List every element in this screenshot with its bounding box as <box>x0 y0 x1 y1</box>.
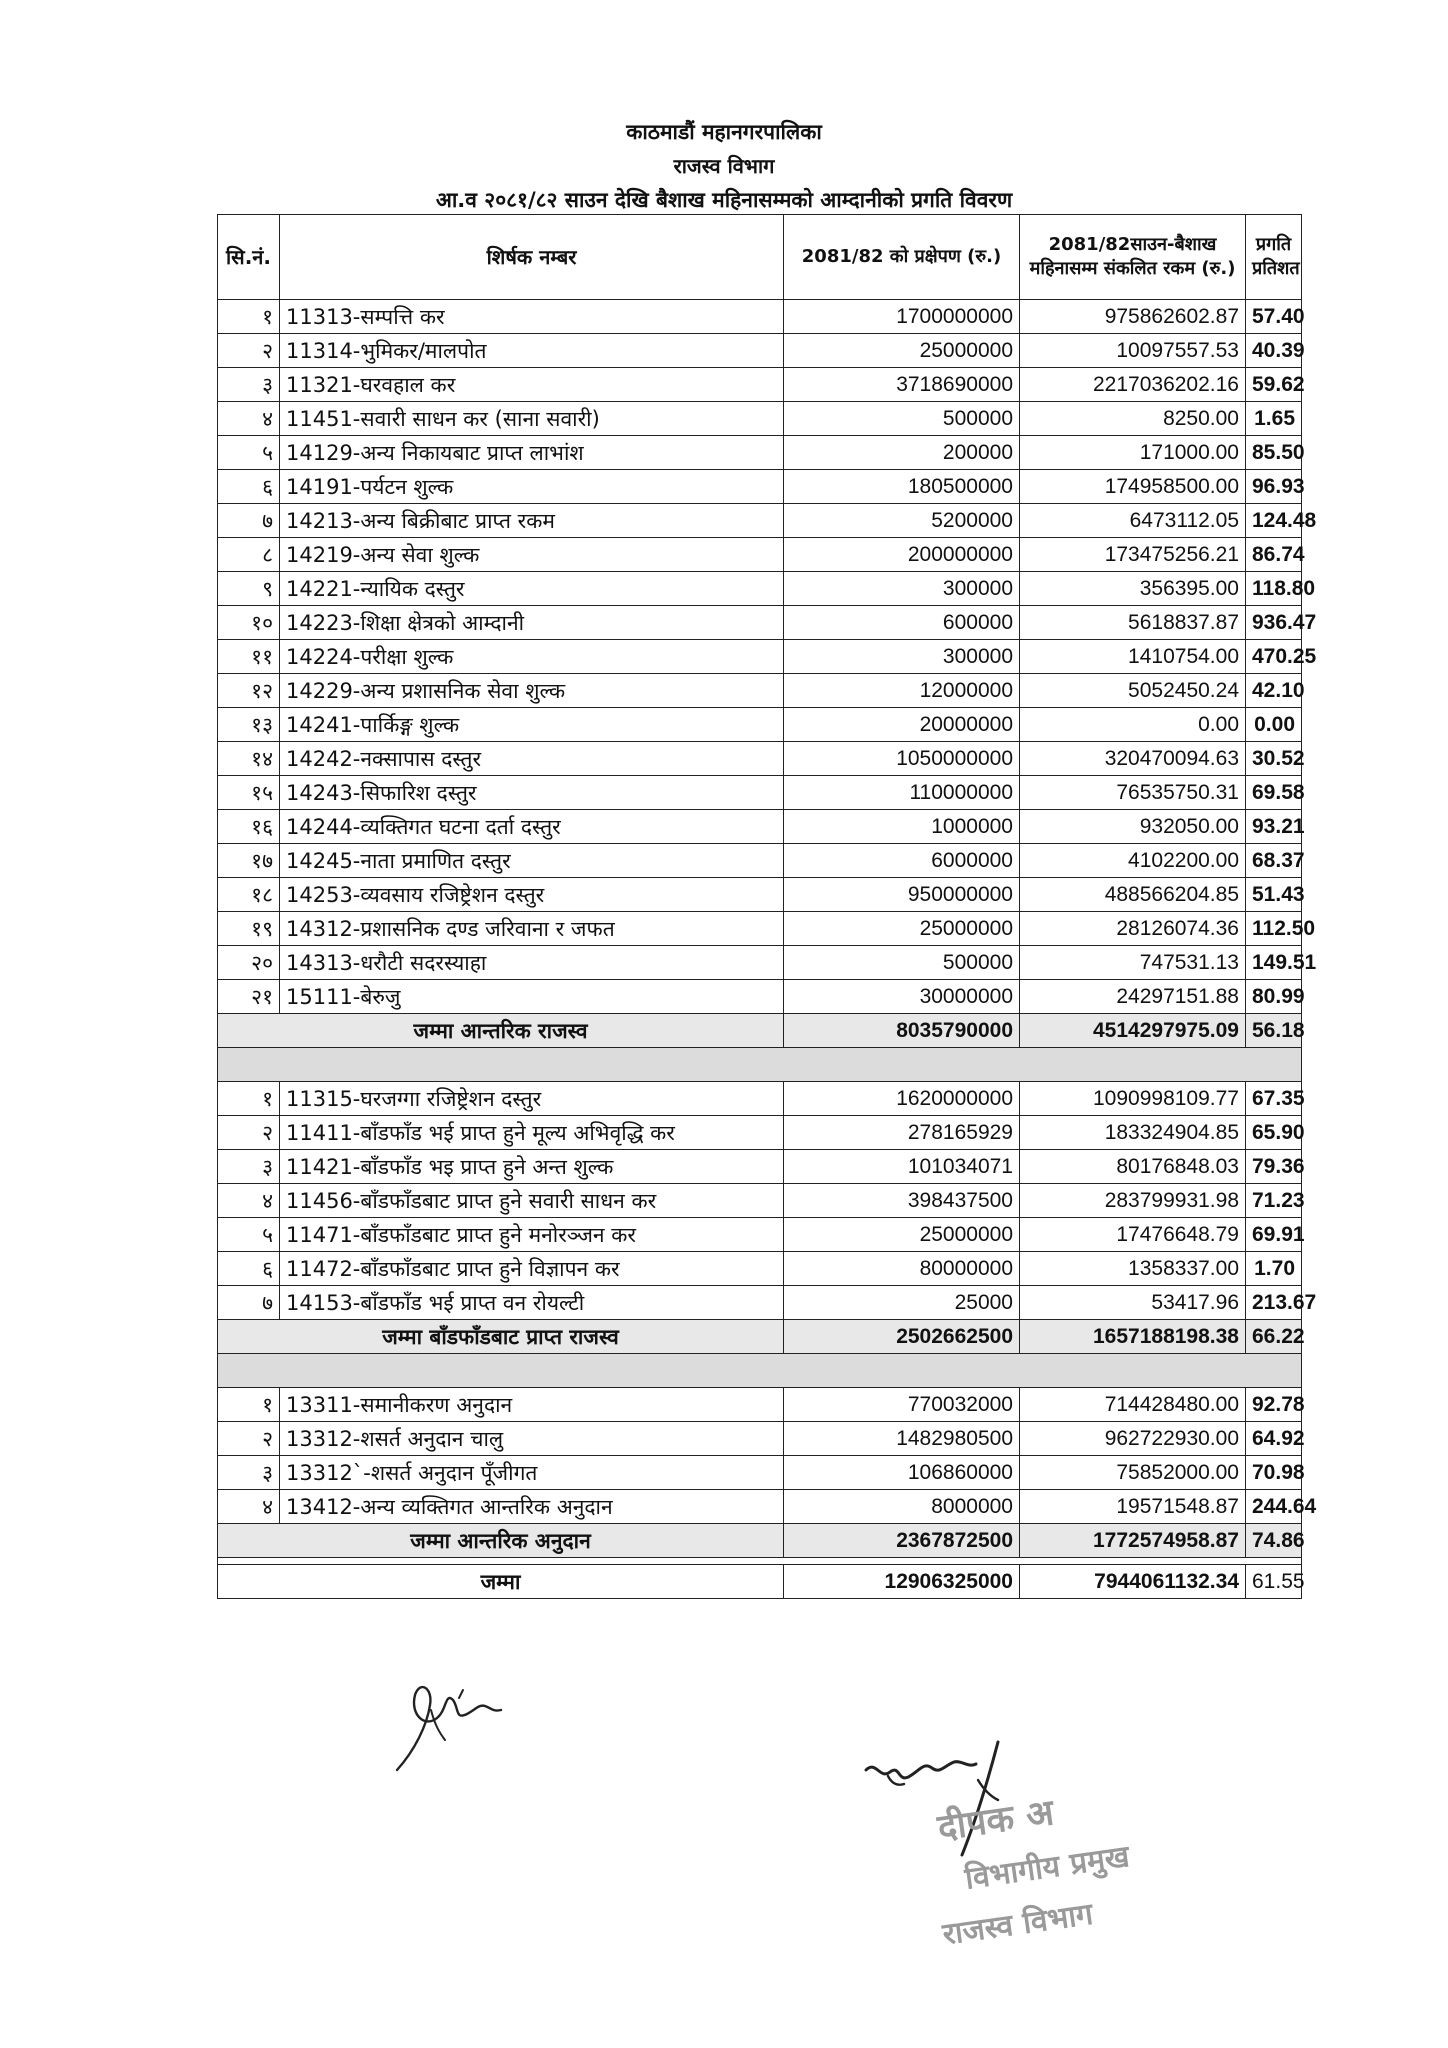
table-row <box>218 1184 1302 1218</box>
row-title: 11421-बाँडफाँड भइ प्राप्त हुने अन्त शुल्क <box>280 1150 784 1184</box>
table-row <box>218 504 1302 538</box>
row-percent: 118.80 <box>1246 572 1302 606</box>
row-collected: 747531.13 <box>1020 946 1246 980</box>
row-collected: 2217036202.16 <box>1020 368 1246 402</box>
row-title: 13311-समानीकरण अनुदान <box>280 1388 784 1422</box>
total-projection: 2367872500 <box>784 1524 1020 1558</box>
row-projection: 180500000 <box>784 470 1020 504</box>
separator-cell <box>218 1048 1302 1082</box>
row-collected: 28126074.36 <box>1020 912 1246 946</box>
row-sn: ३ <box>218 1150 280 1184</box>
row-collected: 932050.00 <box>1020 810 1246 844</box>
row-projection: 770032000 <box>784 1388 1020 1422</box>
row-projection: 8000000 <box>784 1490 1020 1524</box>
row-projection: 25000000 <box>784 334 1020 368</box>
stamp-line-title: विभागीय प्रमुख <box>962 1839 1132 1897</box>
row-collected: 8250.00 <box>1020 402 1246 436</box>
section-separator <box>218 1048 1302 1082</box>
row-collected: 174958500.00 <box>1020 470 1246 504</box>
section-total-row <box>218 1524 1302 1558</box>
row-collected: 488566204.85 <box>1020 878 1246 912</box>
row-title: 13412-अन्य व्यक्तिगत आन्तरिक अनुदान <box>280 1490 784 1524</box>
row-title: 13312`-शसर्त अनुदान पूँजीगत <box>280 1456 784 1490</box>
table-row <box>218 844 1302 878</box>
row-sn: २ <box>218 334 280 368</box>
row-percent: 93.21 <box>1246 810 1302 844</box>
row-percent: 124.48 <box>1246 504 1302 538</box>
row-projection: 950000000 <box>784 878 1020 912</box>
row-sn: ४ <box>218 402 280 436</box>
separator-cell <box>218 1558 1302 1565</box>
row-percent: 1.65 <box>1246 402 1302 436</box>
row-title: 15111-बेरुजु <box>280 980 784 1014</box>
total-label: जम्मा आन्तरिक राजस्व <box>218 1014 784 1048</box>
row-sn: ७ <box>218 1286 280 1320</box>
signature-left <box>375 1670 525 1780</box>
row-projection: 110000000 <box>784 776 1020 810</box>
row-collected: 0.00 <box>1020 708 1246 742</box>
office-name: काठमाडौं महानगरपालिका <box>626 120 822 144</box>
row-percent: 1.70 <box>1246 1252 1302 1286</box>
row-percent: 42.10 <box>1246 674 1302 708</box>
row-title: 11472-बाँडफाँडबाट प्राप्त हुने विज्ञापन कर <box>280 1252 784 1286</box>
table-row <box>218 640 1302 674</box>
department-name: राजस्व विभाग <box>673 154 775 178</box>
row-title: 14219-अन्य सेवा शुल्क <box>280 538 784 572</box>
row-projection: 3718690000 <box>784 368 1020 402</box>
row-percent: 71.23 <box>1246 1184 1302 1218</box>
row-sn: १८ <box>218 878 280 912</box>
row-projection: 398437500 <box>784 1184 1020 1218</box>
row-collected: 1090998109.77 <box>1020 1082 1246 1116</box>
row-percent: 68.37 <box>1246 844 1302 878</box>
row-collected: 76535750.31 <box>1020 776 1246 810</box>
row-title: 11313-सम्पत्ति कर <box>280 300 784 334</box>
table-row <box>218 1116 1302 1150</box>
row-sn: ५ <box>218 436 280 470</box>
table-header-row <box>218 215 1302 300</box>
row-sn: १९ <box>218 912 280 946</box>
row-sn: १० <box>218 606 280 640</box>
row-sn: १७ <box>218 844 280 878</box>
row-projection: 106860000 <box>784 1456 1020 1490</box>
row-title: 14229-अन्य प्रशासनिक सेवा शुल्क <box>280 674 784 708</box>
row-title: 14153-बाँडफाँड भई प्राप्त वन रोयल्टी <box>280 1286 784 1320</box>
row-sn: २० <box>218 946 280 980</box>
row-projection: 80000000 <box>784 1252 1020 1286</box>
row-sn: १ <box>218 1082 280 1116</box>
row-sn: ४ <box>218 1184 280 1218</box>
row-sn: १५ <box>218 776 280 810</box>
row-percent: 92.78 <box>1246 1388 1302 1422</box>
row-sn: २ <box>218 1116 280 1150</box>
row-title: 11451-सवारी साधन कर (साना सवारी) <box>280 402 784 436</box>
row-projection: 1050000000 <box>784 742 1020 776</box>
row-percent: 96.93 <box>1246 470 1302 504</box>
row-title: 14223-शिक्षा क्षेत्रको आम्दानी <box>280 606 784 640</box>
row-collected: 80176848.03 <box>1020 1150 1246 1184</box>
row-title: 14213-अन्य बिक्रीबाट प्राप्त रकम <box>280 504 784 538</box>
row-title: 14243-सिफारिश दस्तुर <box>280 776 784 810</box>
row-percent: 0.00 <box>1246 708 1302 742</box>
row-collected: 53417.96 <box>1020 1286 1246 1320</box>
stamp-line-department: राजस्व विभाग <box>940 1896 1096 1953</box>
column-header-collected: 2081/82साउन-बैशाख महिनासम्म संकलित रकम (रु.) <box>1020 215 1246 300</box>
row-projection: 500000 <box>784 402 1020 436</box>
row-title: 11471-बाँडफाँडबाट प्राप्त हुने मनोरञ्जन कर <box>280 1218 784 1252</box>
table-row <box>218 878 1302 912</box>
table-row <box>218 1490 1302 1524</box>
row-sn: २१ <box>218 980 280 1014</box>
row-title: 11456-बाँडफाँडबाट प्राप्त हुने सवारी साधन कर <box>280 1184 784 1218</box>
row-title: 11411-बाँडफाँड भई प्राप्त हुने मूल्य अभिवृद्धि कर <box>280 1116 784 1150</box>
table-row <box>218 1422 1302 1456</box>
section-total-row <box>218 1320 1302 1354</box>
row-sn: ४ <box>218 1490 280 1524</box>
row-collected: 171000.00 <box>1020 436 1246 470</box>
column-header-title: शिर्षक नम्बर <box>280 215 784 300</box>
row-title: 14224-परीक्षा शुल्क <box>280 640 784 674</box>
column-header-projection: 2081/82 को प्रक्षेपण (रु.) <box>784 215 1020 300</box>
row-projection: 25000000 <box>784 1218 1020 1252</box>
table-row <box>218 1252 1302 1286</box>
total-percent: 56.18 <box>1246 1014 1302 1048</box>
table-row <box>218 402 1302 436</box>
row-projection: 200000 <box>784 436 1020 470</box>
row-collected: 183324904.85 <box>1020 1116 1246 1150</box>
grand-total-collected: 7944061132.34 <box>1020 1565 1246 1599</box>
column-header-progress: प्रगति प्रतिशत <box>1246 215 1302 300</box>
row-percent: 112.50 <box>1246 912 1302 946</box>
separator-cell <box>218 1354 1302 1388</box>
total-percent: 74.86 <box>1246 1524 1302 1558</box>
row-percent: 149.51 <box>1246 946 1302 980</box>
row-projection: 278165929 <box>784 1116 1020 1150</box>
row-sn: ९ <box>218 572 280 606</box>
table-row <box>218 946 1302 980</box>
grand-total-row <box>218 1565 1302 1599</box>
row-sn: ११ <box>218 640 280 674</box>
row-collected: 962722930.00 <box>1020 1422 1246 1456</box>
table-row <box>218 606 1302 640</box>
row-title: 11314-भुमिकर/मालपोत <box>280 334 784 368</box>
section-separator <box>218 1354 1302 1388</box>
row-percent: 69.58 <box>1246 776 1302 810</box>
row-sn: ७ <box>218 504 280 538</box>
row-percent: 244.64 <box>1246 1490 1302 1524</box>
table-row <box>218 674 1302 708</box>
row-sn: ५ <box>218 1218 280 1252</box>
report-title: आ.व २०८१/८२ साउन देखि बैशाख महिनासम्मको आम्दानीको प्रगति विवरण <box>435 188 1013 212</box>
row-title: 14241-पार्किङ्ग शुल्क <box>280 708 784 742</box>
row-percent: 213.67 <box>1246 1286 1302 1320</box>
row-collected: 75852000.00 <box>1020 1456 1246 1490</box>
row-collected: 975862602.87 <box>1020 300 1246 334</box>
total-percent: 66.22 <box>1246 1320 1302 1354</box>
table-row <box>218 776 1302 810</box>
total-collected: 4514297975.09 <box>1020 1014 1246 1048</box>
row-title: 13312-शसर्त अनुदान चालु <box>280 1422 784 1456</box>
row-projection: 5200000 <box>784 504 1020 538</box>
row-percent: 80.99 <box>1246 980 1302 1014</box>
row-collected: 173475256.21 <box>1020 538 1246 572</box>
row-title: 14129-अन्य निकायबाट प्राप्त लाभांश <box>280 436 784 470</box>
row-sn: ३ <box>218 1456 280 1490</box>
row-projection: 200000000 <box>784 538 1020 572</box>
row-percent: 470.25 <box>1246 640 1302 674</box>
row-projection: 6000000 <box>784 844 1020 878</box>
row-percent: 65.90 <box>1246 1116 1302 1150</box>
row-sn: ८ <box>218 538 280 572</box>
grand-total-projection: 12906325000 <box>784 1565 1020 1599</box>
row-title: 11321-घरवहाल कर <box>280 368 784 402</box>
total-collected: 1657188198.38 <box>1020 1320 1246 1354</box>
row-percent: 69.91 <box>1246 1218 1302 1252</box>
row-percent: 59.62 <box>1246 368 1302 402</box>
row-projection: 20000000 <box>784 708 1020 742</box>
grand-total-percent: 61.55 <box>1246 1565 1302 1599</box>
row-percent: 51.43 <box>1246 878 1302 912</box>
row-title: 14221-न्यायिक दस्तुर <box>280 572 784 606</box>
table-row <box>218 1082 1302 1116</box>
row-title: 14242-नक्सापास दस्तुर <box>280 742 784 776</box>
row-sn: २ <box>218 1422 280 1456</box>
row-projection: 1700000000 <box>784 300 1020 334</box>
row-title: 14191-पर्यटन शुल्क <box>280 470 784 504</box>
row-projection: 101034071 <box>784 1150 1020 1184</box>
table-row <box>218 470 1302 504</box>
stamp-line-name: दीपक अ <box>935 1792 1057 1850</box>
row-title: 14244-व्यक्तिगत घटना दर्ता दस्तुर <box>280 810 784 844</box>
table-row <box>218 980 1302 1014</box>
table-row <box>218 708 1302 742</box>
table-row <box>218 810 1302 844</box>
row-sn: १३ <box>218 708 280 742</box>
table-row <box>218 1218 1302 1252</box>
row-percent: 30.52 <box>1246 742 1302 776</box>
row-percent: 40.39 <box>1246 334 1302 368</box>
table-row <box>218 334 1302 368</box>
row-projection: 300000 <box>784 640 1020 674</box>
table-row <box>218 912 1302 946</box>
row-percent: 67.35 <box>1246 1082 1302 1116</box>
row-sn: १ <box>218 1388 280 1422</box>
row-percent: 936.47 <box>1246 606 1302 640</box>
section-separator <box>218 1558 1302 1565</box>
row-percent: 79.36 <box>1246 1150 1302 1184</box>
row-projection: 500000 <box>784 946 1020 980</box>
row-title: 14312-प्रशासनिक दण्ड जरिवाना र जफत <box>280 912 784 946</box>
row-projection: 300000 <box>784 572 1020 606</box>
row-percent: 70.98 <box>1246 1456 1302 1490</box>
official-stamp <box>924 1768 1205 1973</box>
row-projection: 600000 <box>784 606 1020 640</box>
total-label: जम्मा बाँडफाँडबाट प्राप्त राजस्व <box>218 1320 784 1354</box>
total-collected: 1772574958.87 <box>1020 1524 1246 1558</box>
table-row <box>218 1456 1302 1490</box>
grand-total-label: जम्मा <box>218 1565 784 1599</box>
row-projection: 12000000 <box>784 674 1020 708</box>
row-title: 14313-धरौटी सदरस्याहा <box>280 946 784 980</box>
row-percent: 85.50 <box>1246 436 1302 470</box>
row-collected: 17476648.79 <box>1020 1218 1246 1252</box>
column-header-sn: सि.नं. <box>218 215 280 300</box>
total-projection: 8035790000 <box>784 1014 1020 1048</box>
row-projection: 1482980500 <box>784 1422 1020 1456</box>
table-row <box>218 742 1302 776</box>
row-collected: 714428480.00 <box>1020 1388 1246 1422</box>
section-total-row <box>218 1014 1302 1048</box>
row-collected: 320470094.63 <box>1020 742 1246 776</box>
revenue-table <box>217 214 1317 1599</box>
table-row <box>218 1286 1302 1320</box>
table-row <box>218 538 1302 572</box>
row-projection: 1620000000 <box>784 1082 1020 1116</box>
table-body <box>218 300 1317 1599</box>
table-row <box>218 300 1302 334</box>
row-collected: 1410754.00 <box>1020 640 1246 674</box>
total-projection: 2502662500 <box>784 1320 1020 1354</box>
row-collected: 6473112.05 <box>1020 504 1246 538</box>
row-collected: 24297151.88 <box>1020 980 1246 1014</box>
row-sn: १ <box>218 300 280 334</box>
row-collected: 283799931.98 <box>1020 1184 1246 1218</box>
row-projection: 30000000 <box>784 980 1020 1014</box>
row-percent: 64.92 <box>1246 1422 1302 1456</box>
table-row <box>218 436 1302 470</box>
row-sn: १२ <box>218 674 280 708</box>
table-row <box>218 1388 1302 1422</box>
row-collected: 5618837.87 <box>1020 606 1246 640</box>
row-sn: ६ <box>218 1252 280 1286</box>
row-sn: ६ <box>218 470 280 504</box>
row-projection: 1000000 <box>784 810 1020 844</box>
row-sn: १६ <box>218 810 280 844</box>
table-row <box>218 572 1302 606</box>
table-row <box>218 368 1302 402</box>
row-collected: 19571548.87 <box>1020 1490 1246 1524</box>
row-percent: 57.40 <box>1246 300 1302 334</box>
row-collected: 4102200.00 <box>1020 844 1246 878</box>
row-collected: 356395.00 <box>1020 572 1246 606</box>
row-collected: 10097557.53 <box>1020 334 1246 368</box>
table-row <box>218 1150 1302 1184</box>
row-projection: 25000 <box>784 1286 1020 1320</box>
row-title: 14245-नाता प्रमाणित दस्तुर <box>280 844 784 878</box>
row-title: 11315-घरजग्गा रजिष्ट्रेशन दस्तुर <box>280 1082 784 1116</box>
row-percent: 86.74 <box>1246 538 1302 572</box>
row-projection: 25000000 <box>784 912 1020 946</box>
row-title: 14253-व्यवसाय रजिष्ट्रेशन दस्तुर <box>280 878 784 912</box>
row-sn: १४ <box>218 742 280 776</box>
row-sn: ३ <box>218 368 280 402</box>
row-collected: 5052450.24 <box>1020 674 1246 708</box>
total-label: जम्मा आन्तरिक अनुदान <box>218 1524 784 1558</box>
row-collected: 1358337.00 <box>1020 1252 1246 1286</box>
